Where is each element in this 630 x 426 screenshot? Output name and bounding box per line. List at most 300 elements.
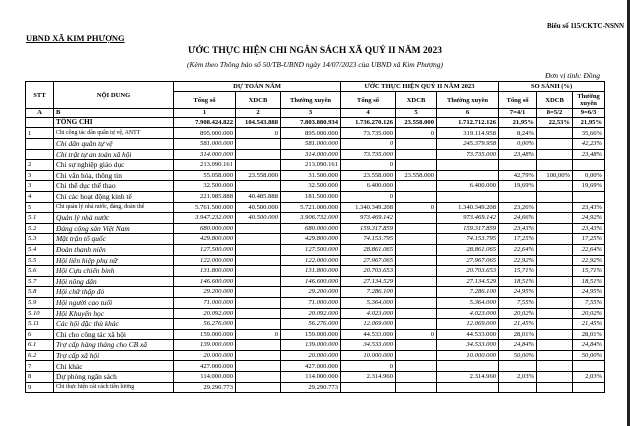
row-value: 0 (236, 329, 281, 340)
row-value: 5.721.000.000 (281, 202, 341, 213)
row-value: 7.286.100 (341, 287, 396, 298)
table-row (26, 372, 605, 383)
header-total-3: Tổng số (499, 92, 537, 109)
row-value: 6.400.000 (341, 181, 396, 192)
table-row (26, 266, 605, 277)
column-index: 8=5/2 (537, 109, 573, 117)
row-value: 127.500.000 (281, 244, 341, 255)
row-value (341, 382, 396, 393)
row-value: 29.290.773 (281, 382, 341, 393)
row-value: 21,95% (573, 117, 605, 128)
row-value: 27.967.065 (341, 255, 396, 266)
table-body (26, 117, 605, 392)
row-value (573, 191, 605, 202)
row-stt: 5.10 (26, 308, 54, 319)
row-value: 159.317.859 (341, 223, 396, 234)
row-value: 5.364.000 (341, 297, 396, 308)
column-index: A (26, 109, 54, 117)
row-value: 24,84% (573, 340, 605, 351)
row-content: Trợ cấp hàng tháng cho CB xã (54, 340, 174, 351)
row-value: 32.500.000 (174, 181, 236, 192)
table-row (26, 170, 605, 181)
row-value: 314.000.000 (281, 149, 341, 160)
row-value: 42,79% (499, 170, 537, 181)
row-value: 20.092.000 (174, 308, 236, 319)
row-value: 0 (341, 361, 396, 372)
row-value: 159.000.000 (281, 329, 341, 340)
row-value: 427.000.000 (281, 361, 341, 372)
row-content: TỔNG CHI (54, 117, 174, 128)
row-stt: 6 (26, 329, 54, 340)
row-stt: 5 (26, 202, 54, 213)
row-value (537, 149, 573, 160)
row-content: Chi thực hiện cải cách tiền lương (54, 382, 174, 393)
row-value (396, 340, 437, 351)
row-value: 0 (341, 139, 396, 150)
row-value: 127.500.000 (174, 244, 236, 255)
row-content: Hội chữ thập đỏ (54, 287, 174, 298)
row-stt: 5.11 (26, 319, 54, 330)
table-row (26, 149, 605, 160)
header-annual-estimate: DỰ TOÁN NĂM (174, 82, 341, 92)
row-value: 18,51% (573, 276, 605, 287)
row-value (499, 160, 537, 171)
row-value: 1.736.270.126 (341, 117, 396, 128)
row-value: 56.276.000 (281, 319, 341, 330)
table-row (26, 160, 605, 171)
row-stt (26, 149, 54, 160)
row-value: 146.600.000 (174, 276, 236, 287)
row-value (236, 350, 281, 361)
row-content: Chi thể dục thể thao (54, 181, 174, 192)
form-number: Biểu số 115/CKTC-NSNN (546, 22, 624, 30)
row-value: 104.543.888 (236, 117, 281, 128)
row-value: 23.558.000 (236, 170, 281, 181)
row-value: 20.000.000 (281, 350, 341, 361)
row-value: 895.000.000 (281, 128, 341, 139)
row-value (499, 382, 537, 393)
row-value: 23,43% (499, 223, 537, 234)
row-value: 2.314.960 (437, 372, 499, 383)
row-value (537, 308, 573, 319)
row-value: 10.000.000 (341, 350, 396, 361)
row-value: 27.967.065 (437, 255, 499, 266)
row-value: 28,01% (573, 329, 605, 340)
row-value: 23,43% (573, 223, 605, 234)
row-value (537, 234, 573, 245)
table-row (26, 361, 605, 372)
table-row (26, 139, 605, 150)
row-value (396, 255, 437, 266)
row-value: 73.735.000 (437, 149, 499, 160)
table-row (26, 244, 605, 255)
row-content: Chi trật tự an toàn xã hội (54, 149, 174, 160)
row-value: 0 (341, 191, 396, 202)
row-value (396, 287, 437, 298)
row-value: 21,45% (573, 319, 605, 330)
row-value: 5.761.500.000 (174, 202, 236, 213)
row-value: 1.340.349.208 (437, 202, 499, 213)
row-value: 12.069.000 (341, 319, 396, 330)
row-value: 23.558.000 (341, 170, 396, 181)
row-value: 122.000.000 (174, 255, 236, 266)
row-value: 581.000.000 (281, 139, 341, 150)
row-stt (26, 117, 54, 128)
row-value: 22,64% (499, 244, 537, 255)
table-row (26, 276, 605, 287)
row-value: 50,00% (573, 350, 605, 361)
unit-label: Đơn vị tính: Đồng (544, 71, 600, 80)
column-index: B (54, 109, 174, 117)
row-value: 29.200.000 (281, 287, 341, 298)
table-row (26, 117, 605, 128)
row-value (236, 244, 281, 255)
row-value (396, 181, 437, 192)
header-recurrent-1: Thường xuyên (281, 92, 341, 109)
column-index: 7=4/1 (499, 109, 537, 117)
row-value: 4.023.000 (341, 308, 396, 319)
row-value: 319.114.958 (437, 128, 499, 139)
row-value (573, 160, 605, 171)
row-stt: 8 (26, 372, 54, 383)
row-value: 146.600.000 (281, 276, 341, 287)
row-value: 24,95% (573, 287, 605, 298)
row-value: 22,92% (573, 255, 605, 266)
row-value: 20,02% (499, 308, 537, 319)
row-value: 139.000.000 (281, 340, 341, 351)
row-value: 74.153.795 (341, 234, 396, 245)
table-row (26, 382, 605, 393)
column-index-row (26, 109, 605, 117)
row-value: 0 (396, 329, 437, 340)
row-value (437, 191, 499, 202)
header-total-1: Tổng số (174, 92, 236, 109)
row-value (236, 297, 281, 308)
row-value (396, 297, 437, 308)
row-stt (26, 139, 54, 150)
header-xdcb-3: XDCB (537, 92, 573, 109)
row-stt: 3 (26, 170, 54, 181)
row-value (537, 213, 573, 224)
table-row (26, 202, 605, 213)
row-value (537, 139, 573, 150)
row-value (537, 382, 573, 393)
row-value (236, 372, 281, 383)
row-value (437, 361, 499, 372)
row-value: 23,26% (499, 202, 537, 213)
row-content: Chi khác (54, 361, 174, 372)
row-value (573, 361, 605, 372)
row-value (537, 319, 573, 330)
row-value (537, 202, 573, 213)
table-row (26, 297, 605, 308)
row-value: 8,24% (499, 128, 537, 139)
row-value (236, 266, 281, 277)
row-value: 12.069.000 (437, 319, 499, 330)
row-value: 114.000.000 (281, 372, 341, 383)
row-value: 34.533.000 (341, 340, 396, 351)
row-value: 73.735.000 (341, 128, 396, 139)
table-row (26, 128, 605, 139)
row-value: 0 (341, 160, 396, 171)
row-value (396, 244, 437, 255)
row-stt: 5.1 (26, 213, 54, 224)
row-content: Chi quản lý nhà nước, đảng, đoàn thể (54, 202, 174, 213)
row-content: Các hội đặc thù khác (54, 319, 174, 330)
row-value (396, 223, 437, 234)
table-row (26, 255, 605, 266)
row-value: 50,00% (499, 350, 537, 361)
row-value (236, 340, 281, 351)
row-value: 18,51% (499, 276, 537, 287)
row-value (236, 255, 281, 266)
row-value (396, 266, 437, 277)
row-content: Chi cho công tác xã hội (54, 329, 174, 340)
row-value: 24,95% (499, 287, 537, 298)
row-value: 74.153.795 (437, 234, 499, 245)
document-title: ƯỚC THỰC HIỆN CHI NGÂN SÁCH XÃ QUÝ II NĂM 2023 (187, 46, 443, 56)
row-value (396, 350, 437, 361)
row-value (537, 340, 573, 351)
row-value: 7.803.880.934 (281, 117, 341, 128)
row-content: Mặt trận tổ quốc (54, 234, 174, 245)
row-value: 973.469.142 (341, 213, 396, 224)
row-value (396, 139, 437, 150)
row-value: 40.500.000 (236, 202, 281, 213)
row-stt: 1 (26, 128, 54, 139)
row-value: 19,69% (573, 181, 605, 192)
row-value: 159.000.000 (174, 329, 236, 340)
row-value (437, 160, 499, 171)
row-value (537, 329, 573, 340)
row-value: 131.800.000 (174, 266, 236, 277)
row-value: 3.947.232.000 (174, 213, 236, 224)
row-value: 427.000.000 (174, 361, 236, 372)
row-value (396, 361, 437, 372)
row-value (437, 382, 499, 393)
row-value (396, 213, 437, 224)
row-value: 3.906.732.000 (281, 213, 341, 224)
row-value (396, 191, 437, 202)
table-row (26, 350, 605, 361)
row-value: 22,64% (573, 244, 605, 255)
row-value: 24,92% (573, 213, 605, 224)
row-value: 680.000.000 (174, 223, 236, 234)
row-value: 2.314.960 (341, 372, 396, 383)
row-value: 0 (396, 202, 437, 213)
row-value: 73.735.000 (341, 149, 396, 160)
row-value: 429.800.000 (174, 234, 236, 245)
row-value (396, 319, 437, 330)
row-value (236, 287, 281, 298)
column-index: 4 (341, 109, 396, 117)
row-content: Chi dân quân tự vệ (54, 139, 174, 150)
row-content: Hội Khuyến học (54, 308, 174, 319)
row-stt: 5.7 (26, 276, 54, 287)
row-value: 181.500.000 (281, 191, 341, 202)
row-stt: 6.1 (26, 340, 54, 351)
row-value: 20.703.653 (437, 266, 499, 277)
row-value (537, 361, 573, 372)
row-content: Trợ cấp xã hội (54, 350, 174, 361)
row-value (236, 139, 281, 150)
row-value: 2,03% (499, 372, 537, 383)
row-value (396, 276, 437, 287)
row-value (236, 223, 281, 234)
row-value (537, 160, 573, 171)
column-index: 1 (174, 109, 236, 117)
row-stt: 2 (26, 160, 54, 171)
header-recurrent-3: Thường xuyên (573, 92, 605, 109)
row-value: 42,23% (573, 139, 605, 150)
row-value (537, 223, 573, 234)
row-value: 4.023.000 (437, 308, 499, 319)
table-row (26, 287, 605, 298)
row-value (537, 255, 573, 266)
row-value: 114.000.000 (174, 372, 236, 383)
row-stt: 5.5 (26, 255, 54, 266)
row-value (396, 308, 437, 319)
row-value (236, 382, 281, 393)
row-value (573, 382, 605, 393)
row-content: Chi sự nghiệp giáo dục (54, 160, 174, 171)
row-value: 20,02% (573, 308, 605, 319)
row-value: 29.290.773 (174, 382, 236, 393)
row-value (437, 170, 499, 181)
row-value: 24,84% (499, 340, 537, 351)
row-content: Chi văn hóa, thông tin (54, 170, 174, 181)
row-value: 6.400.000 (437, 181, 499, 192)
table-row (26, 308, 605, 319)
header-xdcb-2: XDCB (396, 92, 437, 109)
row-stt: 5.4 (26, 244, 54, 255)
row-value: 28.861.065 (341, 244, 396, 255)
row-value: 20.703.653 (341, 266, 396, 277)
row-stt: 7 (26, 361, 54, 372)
row-value: 31.500.000 (281, 170, 341, 181)
row-value (537, 276, 573, 287)
row-value: 23.558.000 (396, 117, 437, 128)
row-value: 23,43% (573, 202, 605, 213)
row-value: 0 (396, 128, 437, 139)
header-xdcb-1: XDCB (236, 92, 281, 109)
row-value (236, 319, 281, 330)
row-value: 100,00% (537, 170, 573, 181)
row-value: 44.533.000 (341, 329, 396, 340)
row-value: 213.090.161 (281, 160, 341, 171)
column-index: 6 (437, 109, 499, 117)
row-value: 221.985.888 (174, 191, 236, 202)
row-content: Chi công tác dân quân tự vệ, ANTT (54, 128, 174, 139)
header-content: NỘI DUNG (54, 82, 174, 109)
row-value (396, 372, 437, 383)
table-row (26, 213, 605, 224)
row-value (537, 244, 573, 255)
budget-table (25, 81, 605, 393)
row-value: 680.000.000 (281, 223, 341, 234)
row-value: 17,25% (573, 234, 605, 245)
row-value (537, 297, 573, 308)
row-content: Hội nông dân (54, 276, 174, 287)
row-stt: 5.8 (26, 287, 54, 298)
row-value (537, 372, 573, 383)
row-value (396, 382, 437, 393)
column-index: 5 (396, 109, 437, 117)
row-value: 22,92% (499, 255, 537, 266)
row-value: 28.861.065 (437, 244, 499, 255)
row-value: 35,66% (573, 128, 605, 139)
row-value: 15,71% (573, 266, 605, 277)
row-value: 139.000.000 (174, 340, 236, 351)
row-value (396, 160, 437, 171)
row-value: 213.090.161 (174, 160, 236, 171)
row-value: 28,01% (499, 329, 537, 340)
row-value: 581.000.000 (174, 139, 236, 150)
header-comparison: SO SÁNH (%) (499, 82, 605, 92)
header-recurrent-2: Thường xuyên (437, 92, 499, 109)
header-stt: STT (26, 82, 54, 109)
row-value: 21,95% (499, 117, 537, 128)
row-stt: 5.3 (26, 234, 54, 245)
row-content: Chi các hoạt động kinh tế (54, 191, 174, 202)
row-value: 1.340.349.208 (341, 202, 396, 213)
row-content: Đảng cộng sản Việt Nam (54, 223, 174, 234)
row-stt: 4 (26, 191, 54, 202)
row-value: 23,48% (499, 149, 537, 160)
column-index: 3 (281, 109, 341, 117)
row-value: 2,03% (573, 372, 605, 383)
column-index: 2 (236, 109, 281, 117)
row-value: 44.533.000 (437, 329, 499, 340)
row-value (236, 234, 281, 245)
row-stt: 5.9 (26, 297, 54, 308)
row-value: 10.000.000 (437, 350, 499, 361)
row-value: 20.000.000 (174, 350, 236, 361)
header-q2-estimate: ƯỚC THỰC HIỆN QUÝ II NĂM 2023 (341, 82, 499, 92)
row-stt: 5.6 (26, 266, 54, 277)
table-row (26, 191, 605, 202)
row-value: 7.908.424.822 (174, 117, 236, 128)
row-value (396, 234, 437, 245)
row-value (499, 361, 537, 372)
column-index: 9=6/3 (573, 109, 605, 117)
row-value: 27.134.529 (341, 276, 396, 287)
row-value: 895.000.000 (174, 128, 236, 139)
row-content: Dự phòng ngân sách (54, 372, 174, 383)
document-subtitle: (Kèm theo Thông báo số 50/TB-UBND ngày 14/07/2023 của UBND xã Kim Phượng) (187, 60, 443, 69)
row-value (537, 128, 573, 139)
row-value (537, 181, 573, 192)
row-value (236, 276, 281, 287)
header-total-2: Tổng số (341, 92, 396, 109)
row-value: 5.364.000 (437, 297, 499, 308)
row-value: 245.379.958 (437, 139, 499, 150)
row-value: 22,53% (537, 117, 573, 128)
row-value: 131.800.000 (281, 266, 341, 277)
row-value (537, 287, 573, 298)
row-value (537, 266, 573, 277)
row-value (236, 149, 281, 160)
row-value (236, 160, 281, 171)
row-value: 24,66% (499, 213, 537, 224)
row-value: 0,00% (573, 170, 605, 181)
row-value: 314.000.000 (174, 149, 236, 160)
row-value (537, 350, 573, 361)
row-value: 429.800.000 (281, 234, 341, 245)
row-value: 40.485.888 (236, 191, 281, 202)
row-content: Hội người cao tuổi (54, 297, 174, 308)
row-value: 56.276.000 (174, 319, 236, 330)
